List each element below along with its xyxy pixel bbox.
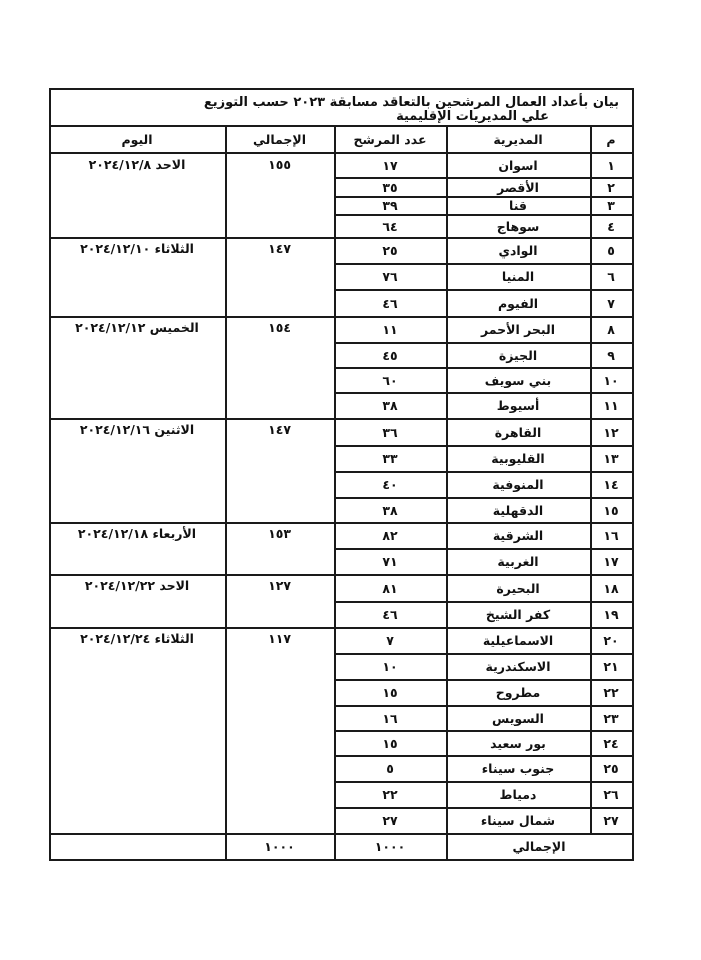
row-directorate: الفيوم xyxy=(497,295,539,311)
row-divider xyxy=(334,392,632,394)
group-total: ١٥٣ xyxy=(268,525,291,541)
row-serial: ٨ xyxy=(607,322,615,337)
row-divider xyxy=(334,574,632,576)
header-candidates: عدد المرشح xyxy=(353,132,427,147)
row-directorate: أسيوط xyxy=(496,398,540,413)
row-serial: ٢١ xyxy=(603,659,619,674)
row-divider xyxy=(334,445,632,447)
group-total: ١١٧ xyxy=(268,630,291,646)
group-divider xyxy=(49,418,334,420)
group-day: الخميس ٢٠٢٤/١٢/١٢ xyxy=(75,319,199,335)
row-candidates: ٣٣ xyxy=(382,451,398,466)
row-serial: ١٥ xyxy=(603,502,619,518)
row-directorate: البحيرة xyxy=(496,580,540,596)
group-divider xyxy=(49,316,334,318)
row-candidates: ١١ xyxy=(382,322,398,337)
group-total: ١٢٧ xyxy=(268,577,291,593)
row-serial: ١٠ xyxy=(603,372,619,388)
row-directorate: دمياط xyxy=(499,787,537,802)
row-directorate: الأقصر xyxy=(497,179,539,195)
row-divider xyxy=(334,497,632,499)
row-serial: ٥ xyxy=(607,243,615,258)
row-serial: ١٢ xyxy=(603,424,619,440)
group-divider xyxy=(49,522,334,524)
row-serial: ١٩ xyxy=(603,607,619,622)
row-serial: ٩ xyxy=(607,347,615,363)
row-directorate: بور سعيد xyxy=(490,735,546,751)
footer-grand-total: ١٠٠٠ xyxy=(264,839,295,854)
column-divider xyxy=(334,125,336,860)
row-candidates: ٦٠ xyxy=(382,372,398,388)
row-candidates: ١٧ xyxy=(382,158,398,173)
footer-candidates-total: ١٠٠٠ xyxy=(374,839,406,854)
row-divider xyxy=(334,781,632,783)
row-directorate: الاسكندرية xyxy=(485,659,551,674)
row-serial: ٢٧ xyxy=(603,813,619,828)
table-border-bottom xyxy=(49,859,634,861)
row-divider xyxy=(334,177,632,179)
row-serial: ١ xyxy=(607,158,615,173)
row-directorate: الاسماعيلية xyxy=(482,633,554,648)
row-directorate: كفر الشيخ xyxy=(485,607,551,622)
header-serial: م xyxy=(606,132,616,147)
row-directorate: المنيا xyxy=(501,269,535,284)
header-directorate: المديرية xyxy=(493,132,543,147)
title-line-2: علي المديريات الإقليمية xyxy=(396,109,549,124)
row-candidates: ١٦ xyxy=(382,710,398,726)
row-divider xyxy=(334,418,632,420)
row-directorate: الغربية xyxy=(497,554,539,569)
column-divider xyxy=(590,125,592,833)
row-directorate: اسوان xyxy=(498,158,538,173)
group-total: ١٤٧ xyxy=(268,240,291,256)
row-directorate: السويس xyxy=(492,710,544,726)
group-divider xyxy=(49,237,334,239)
row-directorate: مطروح xyxy=(495,685,541,700)
row-directorate: القليوبية xyxy=(491,451,545,466)
row-directorate: البحر الأحمر xyxy=(481,322,555,337)
row-serial: ٤ xyxy=(607,218,615,234)
row-candidates: ٤٦ xyxy=(382,607,398,622)
row-candidates: ٥ xyxy=(386,761,394,776)
row-divider xyxy=(334,196,632,198)
row-candidates: ٤٦ xyxy=(382,295,398,311)
row-candidates: ٣٥ xyxy=(382,179,398,195)
group-total: ١٤٧ xyxy=(268,421,291,437)
row-divider xyxy=(334,705,632,707)
row-serial: ١١ xyxy=(603,398,619,413)
row-candidates: ٤٠ xyxy=(382,477,398,492)
row-divider xyxy=(334,601,632,603)
row-candidates: ٧ xyxy=(386,633,394,648)
row-divider xyxy=(334,730,632,732)
header-divider xyxy=(49,152,632,154)
column-divider xyxy=(446,125,448,860)
row-serial: ٣ xyxy=(607,198,615,213)
group-total: ١٥٤ xyxy=(268,319,291,335)
group-day: الاحد ٢٠٢٤/١٢/٨ xyxy=(88,156,186,172)
row-divider xyxy=(334,237,632,239)
row-serial: ٦ xyxy=(607,269,615,284)
table-border-left xyxy=(49,88,51,861)
row-candidates: ٢٢ xyxy=(382,787,398,802)
row-candidates: ٧١ xyxy=(382,554,398,569)
row-divider xyxy=(334,263,632,265)
row-divider xyxy=(334,807,632,809)
row-candidates: ٨٢ xyxy=(382,528,398,543)
row-candidates: ٤٥ xyxy=(382,347,398,363)
row-candidates: ٨١ xyxy=(382,580,398,596)
row-divider xyxy=(334,548,632,550)
row-serial: ٢٤ xyxy=(603,735,619,751)
row-serial: ٢٥ xyxy=(603,761,619,776)
group-day: الثلاثاء ٢٠٢٤/١٢/٢٤ xyxy=(80,630,194,646)
row-directorate: بني سويف xyxy=(484,372,552,388)
row-directorate: المنوفية xyxy=(492,477,544,492)
header-day: اليوم xyxy=(121,132,153,147)
row-directorate: الدقهلية xyxy=(492,502,544,518)
row-candidates: ١٠ xyxy=(382,659,398,674)
row-serial: ٢٢ xyxy=(603,685,619,700)
row-divider xyxy=(334,342,632,344)
footer-label: الإجمالي xyxy=(512,839,566,854)
row-serial: ١٦ xyxy=(603,528,619,543)
row-divider xyxy=(334,679,632,681)
group-divider xyxy=(49,574,334,576)
group-day: الثلاثاء ٢٠٢٤/١٢/١٠ xyxy=(80,240,194,256)
row-candidates: ٢٥ xyxy=(382,243,398,258)
row-divider xyxy=(334,471,632,473)
row-serial: ١٨ xyxy=(603,580,619,596)
header-total: الإجمالي xyxy=(253,132,307,147)
row-candidates: ٢٧ xyxy=(382,813,398,828)
table-border-right xyxy=(632,88,634,861)
title-divider xyxy=(49,125,632,127)
row-divider xyxy=(334,627,632,629)
row-candidates: ١٥ xyxy=(382,685,398,700)
group-day: الاثنين ٢٠٢٤/١٢/١٦ xyxy=(79,421,195,437)
row-serial: ٢٣ xyxy=(603,710,619,726)
row-serial: ٧ xyxy=(607,295,615,311)
row-directorate: قنا xyxy=(509,198,527,213)
table-border-top xyxy=(49,88,634,90)
row-divider xyxy=(334,755,632,757)
column-divider xyxy=(225,125,227,860)
row-candidates: ٣٦ xyxy=(382,424,398,440)
row-serial: ١٧ xyxy=(603,554,619,569)
row-candidates: ٣٨ xyxy=(382,502,398,518)
title-line-1: بيان بأعداد العمال المرشحين بالتعاقد مسابقة ٢٠٢٣ حسب التوزيع xyxy=(203,95,619,110)
row-serial: ٢ xyxy=(607,179,615,195)
row-directorate: الشرقية xyxy=(492,528,544,543)
row-divider xyxy=(334,522,632,524)
group-total: ١٥٥ xyxy=(268,156,291,172)
row-divider xyxy=(334,316,632,318)
row-candidates: ٦٤ xyxy=(382,218,398,234)
row-candidates: ٣٩ xyxy=(382,198,398,213)
row-directorate: شمال سيناء xyxy=(480,813,556,828)
row-candidates: ١٥ xyxy=(382,735,398,751)
row-directorate: الوادي xyxy=(498,243,538,258)
row-divider xyxy=(334,289,632,291)
row-directorate: الجيزة xyxy=(498,347,538,363)
row-divider xyxy=(334,214,632,216)
row-directorate: القاهرة xyxy=(494,424,542,440)
row-serial: ١٤ xyxy=(603,477,619,492)
row-divider xyxy=(334,653,632,655)
row-directorate: سوهاج xyxy=(496,218,540,234)
row-serial: ١٣ xyxy=(603,451,619,466)
group-day: الاحد ٢٠٢٤/١٢/٢٢ xyxy=(84,577,190,593)
row-serial: ٢٠ xyxy=(603,633,619,648)
row-directorate: جنوب سيناء xyxy=(481,761,555,776)
row-divider xyxy=(334,367,632,369)
row-candidates: ٧٦ xyxy=(382,269,398,284)
group-day: الأربعاء ٢٠٢٤/١٢/١٨ xyxy=(77,525,197,541)
group-divider xyxy=(49,627,334,629)
row-candidates: ٣٨ xyxy=(382,398,398,413)
row-serial: ٢٦ xyxy=(603,787,619,802)
